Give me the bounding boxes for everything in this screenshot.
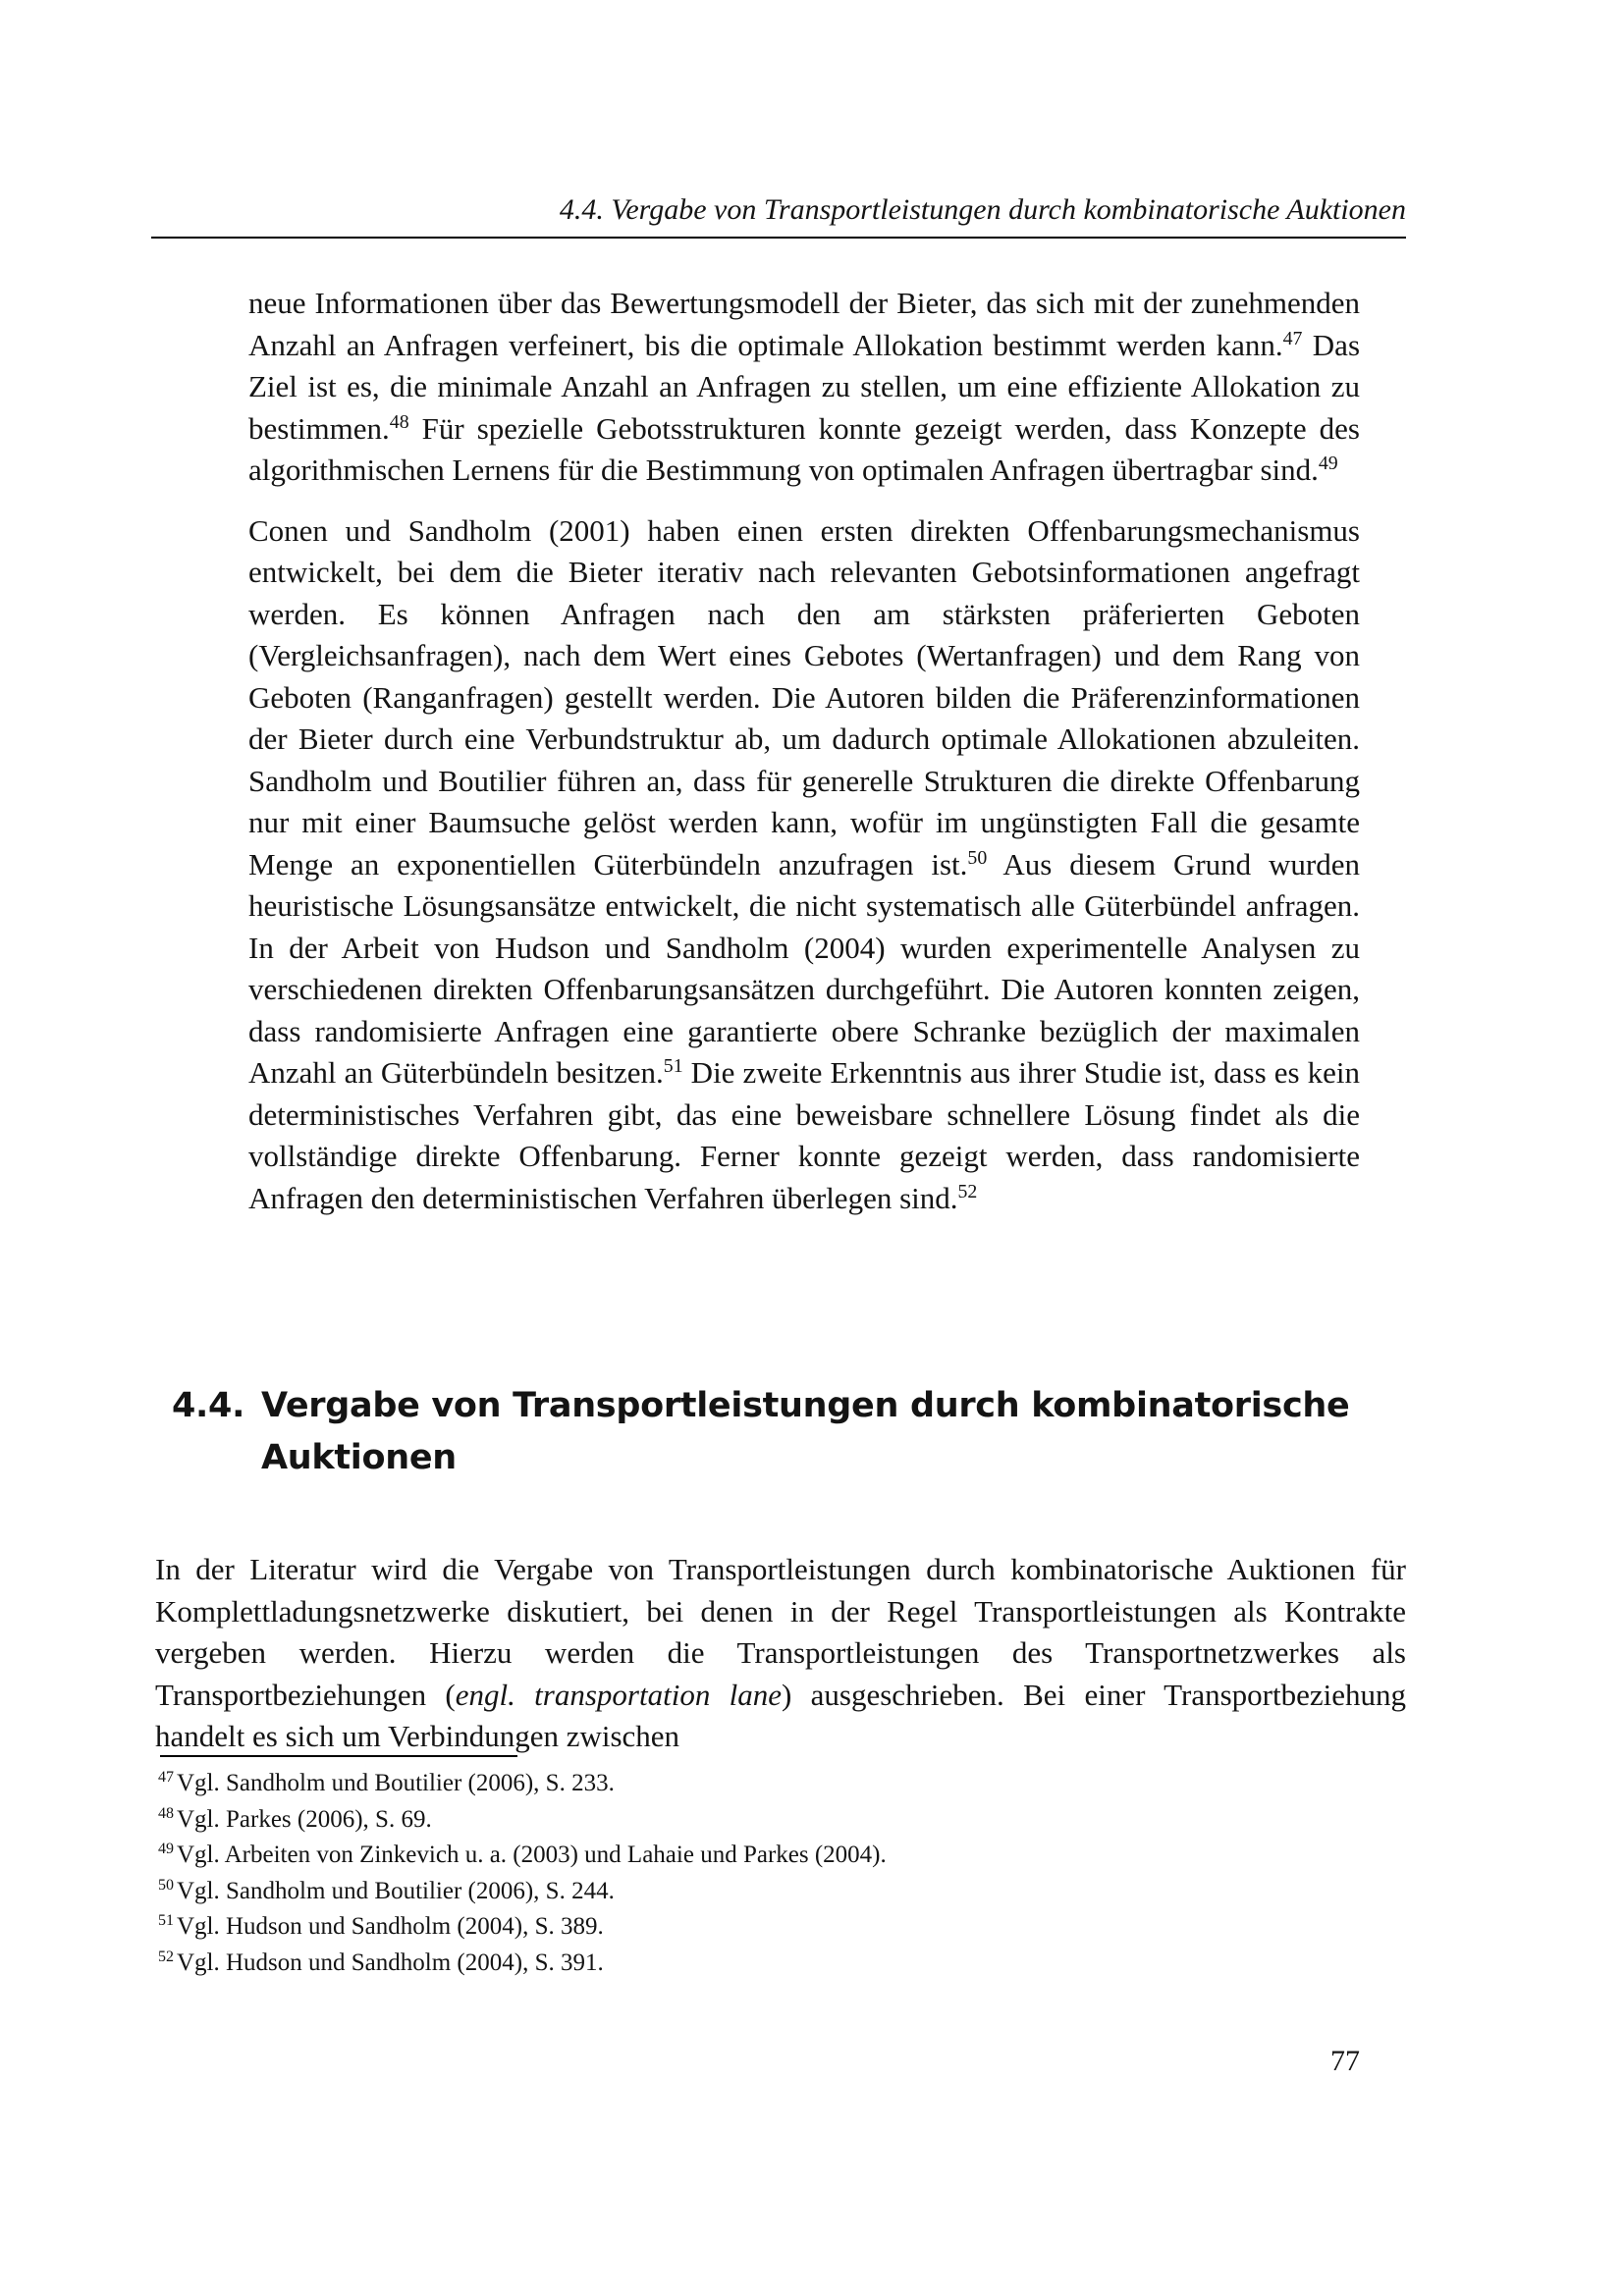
footnote-marker: 50 (967, 846, 988, 869)
footnote (158, 1766, 1238, 1802)
footnote-number: 51 (158, 1912, 174, 1930)
section-number: 4.4. (172, 1386, 245, 1425)
footnote-text: Vgl. Sandholm und Boutilier (2006), S. 233. (177, 1770, 615, 1796)
footnote-text: Vgl. Sandholm und Boutilier (2006), S. 244. (177, 1877, 615, 1904)
paragraph-continuation: neue Informationen über das Bewertungsmodell der Bieter, das sich mit der zunehmenden Anzahl an Anfragen verfeinert, bis die optimale Allokation bestimmt werden kann.$^{47}$ Das Ziel ist es, die minimale Anzahl an Anfragen zu stellen, um eine effiziente Allokation zu bestimmen.$^{48}$ Für spezielle Gebotsstrukturen konnte gezeigt werden, dass Konzepte des algorithmischen Lernens für die Bestimmung von optimalen Anfragen übertragbar sind.$^{49}$ (248, 286, 1361, 487)
section-heading (172, 1380, 1429, 1484)
footnote-number: 50 (158, 1876, 174, 1894)
footnote-text: Vgl. Parkes (2006), S. 69. (177, 1805, 432, 1833)
footnotes (158, 1766, 1238, 1981)
footnote-marker: 51 (663, 1055, 683, 1078)
section-title-line2: Auktionen (261, 1438, 457, 1477)
section-title (261, 1380, 1349, 1484)
footnote-text: Vgl. Hudson und Sandholm (2004), S. 389. (177, 1913, 604, 1940)
footnote (158, 1838, 1238, 1874)
footnote-rule (160, 1755, 517, 1757)
footnote (158, 1946, 1238, 1982)
footnote-marker: 49 (1318, 453, 1338, 475)
header-rule (151, 237, 1406, 239)
footnote-text: Vgl. Arbeiten von Zinkevich u. a. (2003) und Lahaie und Parkes (2004). (177, 1842, 887, 1868)
section-title-line1: Vergabe von Transportleistungen durch kombinatorische (261, 1386, 1350, 1425)
indented-text-block (248, 283, 1360, 1238)
footnote (158, 1802, 1238, 1839)
footnote-number: 52 (158, 1948, 174, 1965)
page-number: 77 (1330, 2045, 1360, 2077)
paragraph-offenbarungsmechanismus: Conen und Sandholm (2001) haben einen ersten direkten Offenbarungsmechanismus entwickelt, bei dem die Bieter iterativ nach relevanten Gebotsinformationen angefragt werden. Es können Anfragen nach den am stärksten präferierten Geboten (Vergleichsanfragen), nach dem Wert eines Gebotes (Wertanfragen) und dem Rang von Geboten (Ranganfragen) gestellt werden. Die Autoren bilden die Präferenzinformationen der Bieter durch eine Verbundstruktur ab, um dadurch optimale Allokationen abzuleiten. Sandholm und Boutilier führen an, dass für generelle Strukturen die direkte Offenbarung nur mit einer Baumsuche gelöst werden kann, wofür im ungünstigten Fall die gesamte Menge an exponentiellen Güterbündeln anzufragen ist.$^{50}$ Aus diesem Grund wurden heuristische Lösungsansätze entwickelt, die nicht systematisch alle Güterbündel anfragen. In der Arbeit von Hudson und Sandholm (2004) wurden experimentelle Analysen zu verschiedenen direkten Offenbarungsansätzen durchgeführt. Die Autoren konnten zeigen, dass randomisierte Anfragen eine garantierte obere Schranke bezüglich der maximalen Anzahl an Güterbündeln besitzen.$^{51}$ Die zweite Erkenntnis aus ihrer Studie ist, dass es kein deterministisches Verfahren gibt, das eine beweisbare schnellere Lösung findet als die vollständige direkte Offenbarung. Ferner konnte gezeigt werden, dass randomisierte Anfragen den deterministischen Verfahren überlegen sind.$^{52}$ (248, 512, 1360, 1215)
running-header: 4.4. Vergabe von Transportleistungen durch kombinatorische Auktionen (559, 193, 1406, 226)
footnote-number: 49 (158, 1841, 174, 1858)
footnote-text: Vgl. Hudson und Sandholm (2004), S. 391. (177, 1949, 604, 1976)
footnote-marker: 52 (957, 1180, 978, 1202)
footnote-marker: 48 (389, 410, 409, 433)
paragraph-section-intro: In der Literatur wird die Vergabe von Transportleistungen durch kombinatorische Auktionen für Komplettladungsnetzwerke diskutiert, bei denen in der Regel Transportleistungen als Kontrakte vergeben werden. Hierzu werden die Transportleistungen des Transportnetzwerkes als Transportbeziehungen (engl. transportation lane) ausgeschrieben. Bei einer Transportbeziehung handelt es sich um Verbindungen zwischen (155, 1552, 1406, 1753)
footnote-marker: 47 (1282, 327, 1303, 349)
footnote (158, 1909, 1238, 1946)
footnote (158, 1874, 1238, 1910)
footnote-number: 48 (158, 1804, 174, 1822)
italic-run: engl. transportation lane (455, 1677, 783, 1712)
footnote-number: 47 (158, 1769, 174, 1787)
